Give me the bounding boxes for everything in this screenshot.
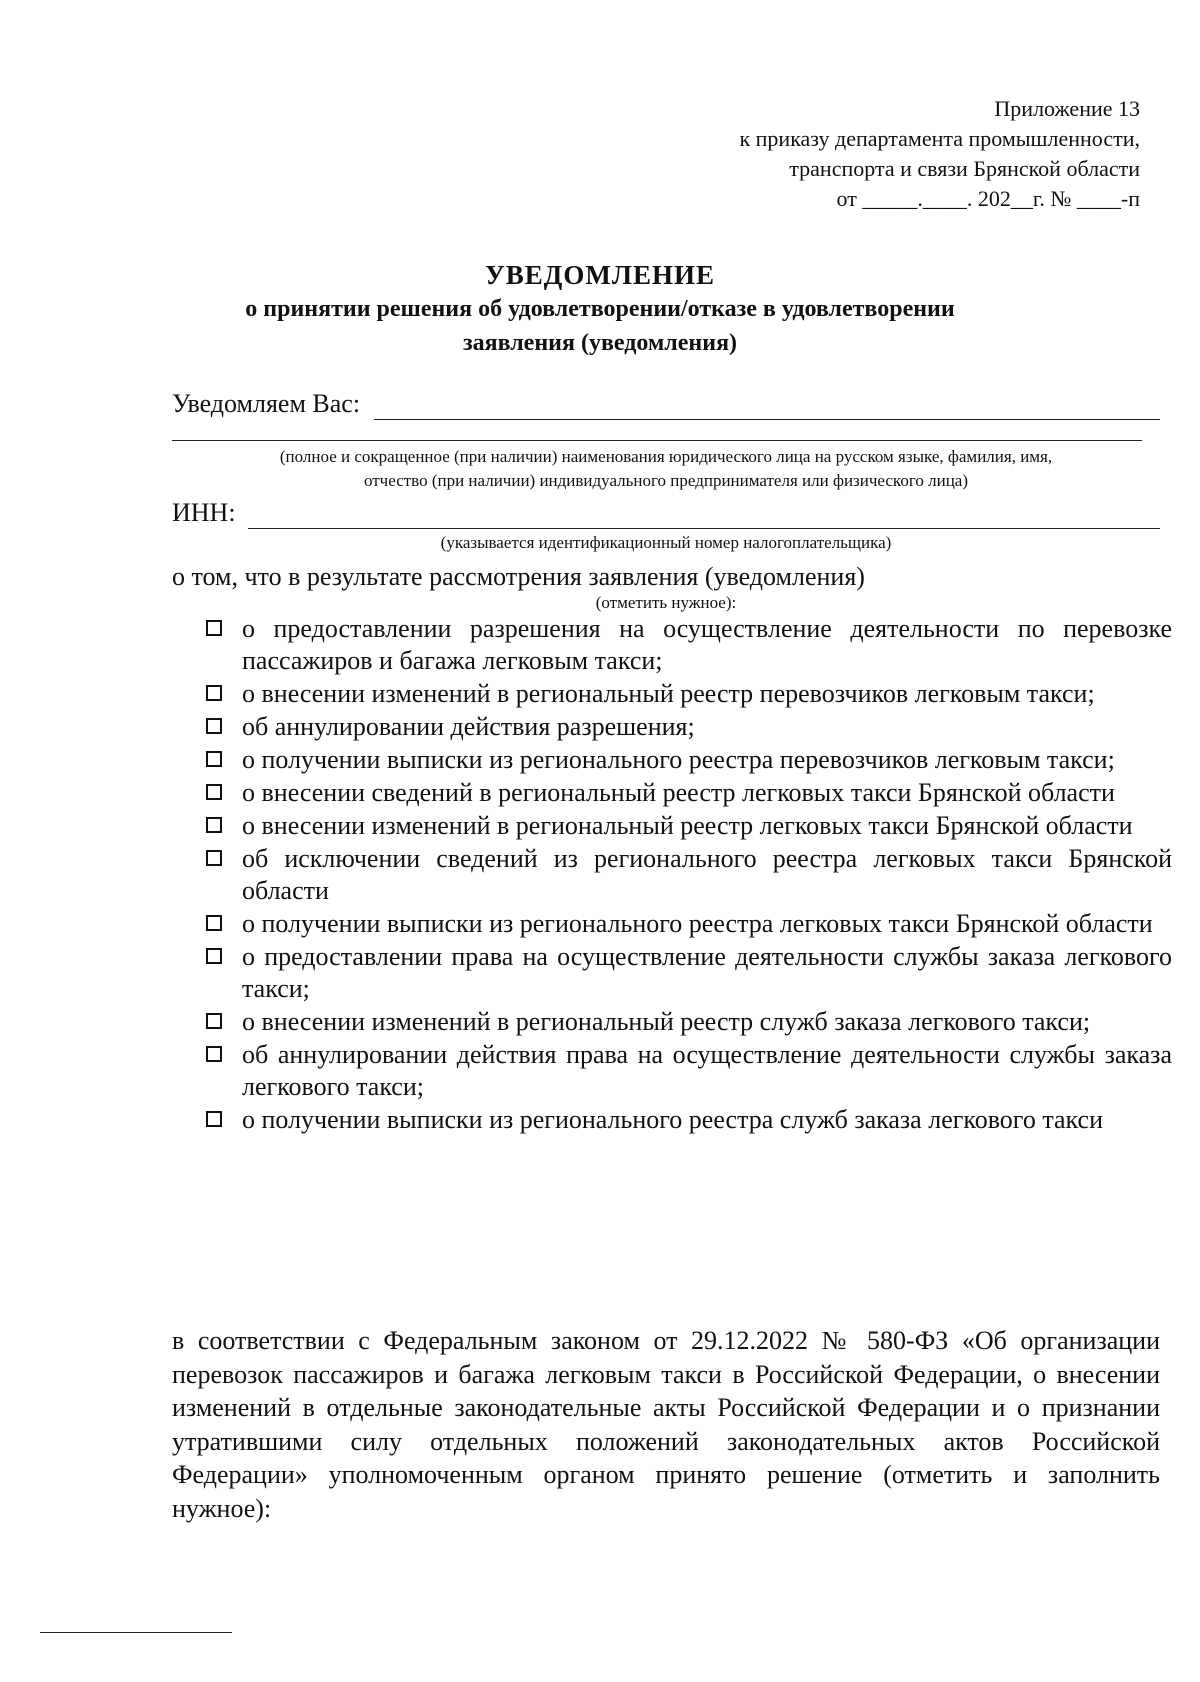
checkbox[interactable] [206,1046,222,1062]
option-label: о получении выписки из регионального реестра легковых такси Брянской области [242,909,1153,938]
checkbox[interactable] [206,718,222,734]
checkbox[interactable] [206,1111,222,1127]
option-item [206,1006,1172,1038]
legal-basis-paragraph: в соответствии с Федеральным законом от 29.12.2022 № 580-ФЗ «Об организации перевозок пассажиров и багажа легковым такси в Российской Федерации, о внесении изменений в отдельные законодательные акты Российской Федерации и о признании утратившими силу отдельных положений законодательных актов Российской Федерации» уполномоченным органом принято решение (отметить и заполнить нужное): [172,1326,1160,1523]
option-item [206,1039,1172,1103]
option-label: о получении выписки из регионального реестра перевозчиков легковым такси; [242,745,1115,774]
checkbox[interactable] [206,784,222,800]
option-label: об исключении сведений из регионального реестра легковых такси Брянской области [242,844,1172,905]
inn-label: ИНН: [172,498,236,527]
inn-row [172,497,1160,529]
checkbox[interactable] [206,620,222,636]
option-label: о внесении сведений в региональный реестр легковых такси Брянской области [242,778,1115,807]
option-label: о предоставлении права на осуществление деятельности службы заказа легкового такси; [242,942,1172,1003]
checkbox[interactable] [206,1013,222,1029]
option-item [206,843,1172,907]
recipient-caption [172,445,1160,493]
notify-recipient-row [172,388,1160,420]
recipient-name-field-line2[interactable] [172,440,1142,441]
checkbox[interactable] [206,685,222,701]
recipient-caption-line2: отчество (при наличии) индивидуального предпринимателя или физического лица) [363,471,969,490]
title-subtitle-line1: о принятии решения об удовлетворении/отказе в удовлетворении [245,296,955,322]
inn-field[interactable] [248,502,1160,529]
option-item [206,810,1172,842]
result-intro: о том, что в результате рассмотрения заявления (уведомления) [172,562,865,591]
option-item [206,1104,1172,1136]
recipient-name-field[interactable] [374,393,1160,420]
document-title [0,258,1200,360]
appendix-header [739,94,1140,214]
option-item [206,777,1172,809]
option-label: об аннулировании действия разрешения; [242,712,695,741]
option-label: о получении выписки из регионального реестра служб заказа легкового такси [242,1105,1103,1134]
appendix-order-ref: к приказу департамента промышленности, [739,126,1140,151]
option-item [206,678,1172,710]
option-item [206,908,1172,940]
option-label: об аннулировании действия права на осуществление деятельности службы заказа легкового такси; [242,1040,1172,1101]
option-item [206,941,1172,1005]
appendix-number: Приложение 13 [994,96,1140,121]
title-subtitle-line2: заявления (уведомления) [462,330,738,356]
appendix-date-number: от _____.____. 202__г. № ____-п [836,186,1140,211]
recipient-caption-line1: (полное и сокращенное (при наличии) наименования юридического лица на русском языке, фамилия, имя, [279,447,1053,466]
appendix-department: транспорта и связи Брянской области [789,156,1140,181]
option-item [206,744,1172,776]
title-main: УВЕДОМЛЕНИЕ [484,260,716,290]
mark-hint: (отметить нужное): [595,593,737,612]
inn-caption: (указывается идентификационный номер налогоплательщика) [440,533,892,552]
option-item [206,711,1172,743]
checkbox[interactable] [206,751,222,767]
checkbox[interactable] [206,915,222,931]
decision-options-list [206,613,1172,1137]
option-label: о внесении изменений в региональный реестр служб заказа легкового такси; [242,1007,1091,1036]
checkbox[interactable] [206,948,222,964]
option-label: о внесении изменений в региональный реестр легковых такси Брянской области [242,811,1133,840]
checkbox[interactable] [206,817,222,833]
option-label: о внесении изменений в региональный реестр перевозчиков легковым такси; [242,679,1095,708]
checkbox[interactable] [206,850,222,866]
footnote-separator [40,1632,232,1633]
option-label: о предоставлении разрешения на осуществление деятельности по перевозке пассажиров и багажа легковым такси; [242,614,1172,675]
notify-label: Уведомляем Вас: [172,389,361,418]
option-item [206,613,1172,677]
